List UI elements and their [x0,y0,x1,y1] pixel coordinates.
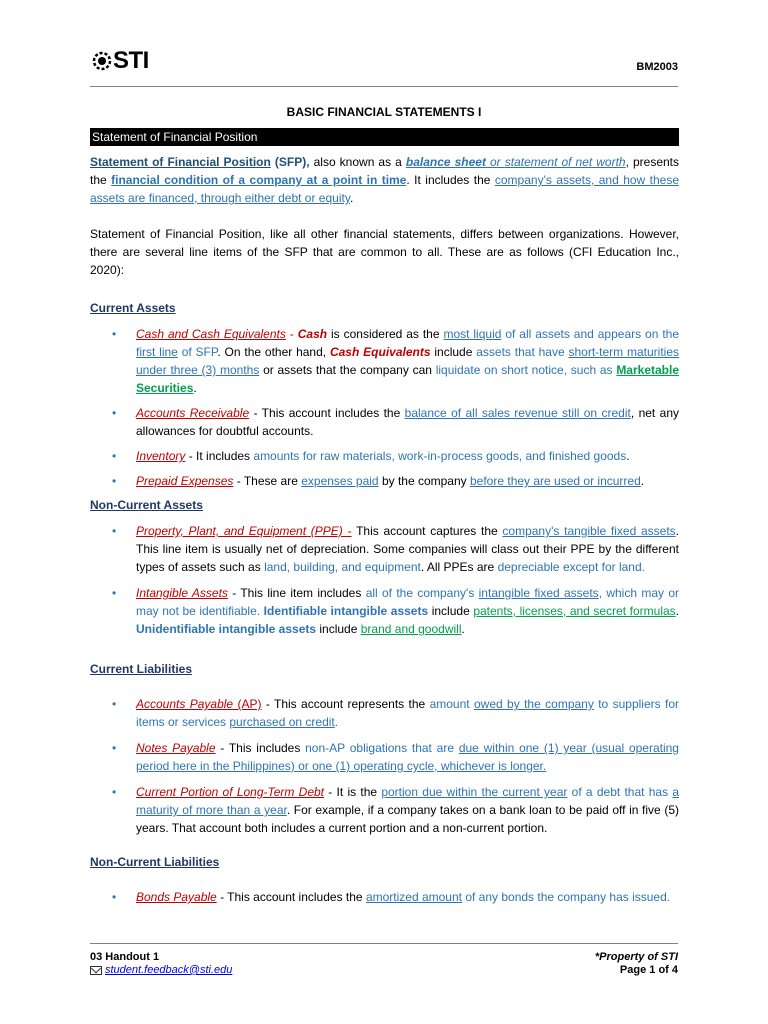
document-title: BASIC FINANCIAL STATEMENTS I [286,105,482,119]
sti-logo [92,48,162,74]
term-sfp: Statement of Financial Position [90,155,271,169]
heading-current-assets: Current Assets [90,301,176,315]
text: . [675,604,679,618]
text: - This account represents the [261,697,430,711]
text: balance of all sales revenue still on credit [404,406,631,420]
text: . [640,474,645,488]
text: short-term maturities under three (3) months [136,345,680,377]
term: Unidentifiable intangible assets [136,622,317,636]
list-item: • Cash and Cash Equivalents - Cash is considered as the most liquid of all assets and appears on the first line of SFP. On the other hand, Cash Equivalents include assets that have short-term maturities under three (3) months or assets that the company can liquidate on short notice, such as Marketable Securities. [112,327,680,395]
heading-non-current-assets: Non-Current Assets [90,498,203,512]
term: Cash Equivalents [329,345,431,359]
text: . All PPEs are [420,560,498,574]
header-divider [90,86,678,87]
text: intangible fixed assets [478,586,599,600]
term: Identifiable intangible assets [263,604,429,618]
text: assets that have [476,345,569,359]
intro-includes: company's assets, and how these assets are financed, through either debt or equity [90,173,680,205]
feedback-email-link[interactable]: student.feedback@sti.edu [105,964,233,976]
overview-paragraph: Statement of Financial Position, like all other financial statements, differs between organizations. However, there are several line items of the SFP that are common to all. These are as follows (CFI Education Inc., 2020): [90,227,679,277]
mail-icon [90,966,102,975]
text: . For example, if a company takes on a bank loan to be paid off in five (5) years. That account both includes a current portion and a non-current portion. [136,803,679,835]
heading-current-liabilities: Current Liabilities [90,662,193,676]
text: - This line item includes [227,586,366,600]
list-item: • Bonds Payable - This account includes the amortized amount of any bonds the company has issued. [112,890,671,904]
sfp-abbrev: (SFP), [270,155,310,169]
text: liquidate on short notice, such as [435,363,617,377]
document-code: BM2003 [636,61,678,73]
text: - It includes [185,449,254,463]
term: Intangible Assets [136,586,228,600]
text: before they are used or incurred [470,474,641,488]
text: . This line item is usually net of depreciation. Some companies will class out their PPE by the different types of assets such as [136,524,679,574]
text: of SFP [177,345,218,359]
text: . [334,715,339,729]
text: first line [136,345,178,359]
text: - This account includes the [249,406,405,420]
text: to suppliers for items or services [136,697,679,729]
text: of all assets and appears on the [501,327,680,341]
text: due within one (1) year (usual operating period here in the Philippines) or one (1) operating cycle, whichever is longer. [136,741,679,773]
text: most liquid [443,327,502,341]
text: non-AP obligations that are [305,741,459,755]
text: . [626,449,630,463]
text: This account captures the [351,524,503,538]
text: expenses paid [301,474,379,488]
text: - This account includes the [216,890,366,904]
text: , net any allowances for doubtful accounts. [136,406,679,438]
text: of any bonds the company has issued. [461,890,671,904]
term-net-worth: statement of net worth [504,155,626,169]
list-item: • Accounts Receivable - This account includes the balance of all sales revenue still on credit, net any allowances for doubtful accounts. [112,406,679,438]
text: . [461,622,465,636]
text: - These are [233,474,302,488]
text: patents, licenses, and secret formulas [473,604,676,618]
text: of a debt that has [567,785,673,799]
text: - [285,327,298,341]
text: brand and goodwill [360,622,462,636]
text: purchased on credit [229,715,335,729]
text: amounts for raw materials, work-in-process goods, and finished goods [253,449,627,463]
term: Bonds Payable [136,890,217,904]
non-current-liabilities-list [90,888,679,906]
footer-divider [90,943,678,944]
term: Notes Payable [136,741,216,755]
text: amortized amount [365,890,462,904]
text: land, building, and equipment [264,560,421,574]
text: . [193,381,197,395]
intro-text: . [349,191,354,205]
text: include [428,604,474,618]
current-assets-list [90,325,679,490]
text: all of the company's [365,586,479,600]
list-item: • Notes Payable - This includes non-AP obligations that are due within one (1) year (usual operating period here in the Philippines) or one (1) operating cycle, whichever is longer. [112,741,679,773]
text: or assets that the company can [259,363,436,377]
text: . On the other hand, [217,345,330,359]
text: - It is the [324,785,382,799]
non-current-assets-list [90,522,679,638]
heading-non-current-liabilities: Non-Current Liabilities [90,855,220,869]
text: - This includes [215,741,306,755]
property-notice: *Property of STI [594,951,678,963]
text: is considered as the [327,327,444,341]
list-item: • Inventory - It includes amounts for raw materials, work-in-process goods, and finished goods. [112,449,630,463]
term-balance-sheet: balance sheet [405,155,486,169]
term: Accounts Payable [136,697,234,711]
term: Cash and Cash Equivalents [136,327,286,341]
list-item: • Current Portion of Long-Term Debt - It is the portion due within the current year of a debt that has a maturity of more than a year. For example, if a company takes on a bank loan to be paid off in five (5) years. That account both includes a current portion and a non-current portion. [112,785,680,835]
text: a maturity of more than a year [136,785,680,817]
intro-paragraph [90,153,679,207]
term: Property, Plant, and Equipment (PPE) - [136,524,352,538]
section-heading-bar: Statement of Financial Position [90,128,679,146]
page-number: Page 1 of 4 [619,964,678,976]
term: Marketable Securities [136,363,680,395]
text: by the company [378,474,470,488]
term: Cash [297,327,328,341]
footer-right [595,951,678,977]
list-item: • Prepaid Expenses - These are expenses paid by the company before they are used or incurred. [112,474,645,488]
text: include [316,622,361,636]
document-body [90,153,679,906]
list-item: • Intangible Assets - This line item includes all of the company's intangible fixed assets, which may or may not be identifiable. Identifiable intangible assets include patents, licenses, and secret formulas. Unidentifiable intangible assets include brand and goodwill. [112,586,679,636]
intro-text: , presents the [90,155,680,187]
sti-globe-icon [92,51,112,71]
current-liabilities-list [90,695,679,837]
term: Prepaid Expenses [136,474,234,488]
text: depreciable except for land. [497,560,645,574]
term: Inventory [136,449,186,463]
term: Accounts Receivable [136,406,250,420]
logo-text: STI [113,47,149,74]
intro-text: also known as a [309,155,406,169]
text: portion due within the current year [381,785,568,799]
intro-definition: financial condition of a company at a point in time [111,173,407,187]
text: company's tangible fixed assets [502,524,676,538]
handout-label: 03 Handout 1 [90,951,160,963]
footer-left [90,951,232,977]
list-item: • Property, Plant, and Equipment (PPE) - This account captures the company's tangible fixed assets. This line item is usually net of depreciation. Some companies will class out their PPE by the different types of assets such as land, building, and equipment. All PPEs are depreciable except for land. [112,524,679,574]
text: , which may or may not be identifiable. [136,586,679,618]
intro-text: . It includes the [406,173,495,187]
text: amount [429,697,474,711]
term: (AP) [233,697,262,711]
intro-or: or [485,155,505,169]
text: owed by the company [473,697,594,711]
list-item: • Accounts Payable (AP) - This account represents the amount owed by the company to suppliers for items or services purchased on credit. [112,697,679,729]
term: Current Portion of Long-Term Debt [136,785,325,799]
text: include [430,345,477,359]
